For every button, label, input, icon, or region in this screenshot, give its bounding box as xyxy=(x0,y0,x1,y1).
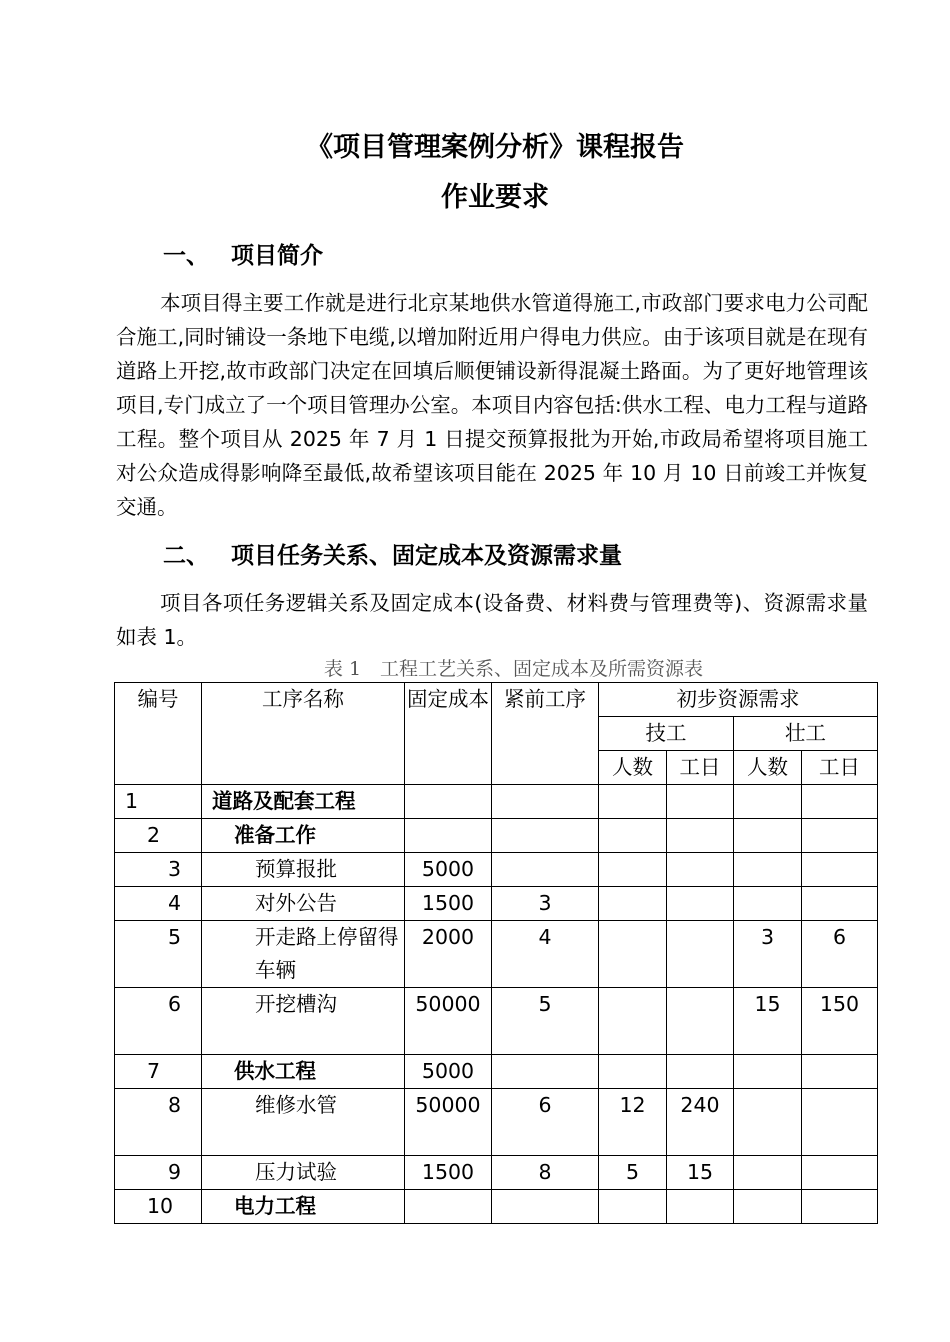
row-id: 7 xyxy=(115,1055,202,1089)
row-laborer-people xyxy=(734,853,802,887)
row-id: 2 xyxy=(115,819,202,853)
row-laborer-workdays xyxy=(802,785,878,819)
table-row xyxy=(115,921,878,988)
row-laborer-people xyxy=(734,819,802,853)
row-id: 10 xyxy=(115,1190,202,1224)
table-row xyxy=(115,1190,878,1224)
row-predecessor: 8 xyxy=(492,1156,599,1190)
row-skilled-workdays xyxy=(667,785,734,819)
resource-table xyxy=(114,682,878,1224)
row-predecessor: 4 xyxy=(492,921,599,988)
section-1-title: 项目简介 xyxy=(231,243,323,269)
row-fixed-cost: 50000 xyxy=(405,988,492,1055)
row-laborer-people xyxy=(734,887,802,921)
header-predecessor: 紧前工序 xyxy=(492,683,599,785)
row-skilled-people xyxy=(599,1055,667,1089)
section-2-heading xyxy=(163,540,622,572)
row-id: 6 xyxy=(115,988,202,1055)
table-caption: 表 1 工程工艺关系、固定成本及所需资源表 xyxy=(323,658,704,680)
row-fixed-cost xyxy=(405,785,492,819)
row-id: 5 xyxy=(115,921,202,988)
row-laborer-workdays xyxy=(802,1089,878,1156)
row-name: 压力试验 xyxy=(202,1156,405,1190)
table-row xyxy=(115,1055,878,1089)
row-laborer-workdays: 6 xyxy=(802,921,878,988)
row-laborer-workdays xyxy=(802,887,878,921)
row-laborer-people xyxy=(734,1089,802,1156)
header-skilled-workdays: 工日 xyxy=(667,751,734,785)
row-name: 准备工作 xyxy=(202,819,405,853)
header-name: 工序名称 xyxy=(202,683,405,785)
row-skilled-workdays xyxy=(667,887,734,921)
table-row xyxy=(115,1089,878,1156)
section-1-heading xyxy=(163,240,323,272)
row-laborer-workdays xyxy=(802,853,878,887)
row-name: 对外公告 xyxy=(202,887,405,921)
table-row xyxy=(115,887,878,921)
row-predecessor xyxy=(492,1190,599,1224)
row-id: 8 xyxy=(115,1089,202,1156)
row-predecessor: 3 xyxy=(492,887,599,921)
table-row xyxy=(115,853,878,887)
row-skilled-people xyxy=(599,921,667,988)
row-laborer-workdays: 150 xyxy=(802,988,878,1055)
row-skilled-workdays xyxy=(667,921,734,988)
section-2-paragraph: 项目各项任务逻辑关系及固定成本(设备费、材料费与管理费等)、资源需求量如表 1。 xyxy=(116,591,868,649)
row-fixed-cost: 2000 xyxy=(405,921,492,988)
row-skilled-people xyxy=(599,853,667,887)
row-fixed-cost: 50000 xyxy=(405,1089,492,1156)
row-skilled-people xyxy=(599,819,667,853)
section-2-number: 二、 xyxy=(163,543,209,569)
row-name: 道路及配套工程 xyxy=(202,785,405,819)
row-laborer-workdays xyxy=(802,1156,878,1190)
row-fixed-cost xyxy=(405,819,492,853)
row-id: 9 xyxy=(115,1156,202,1190)
header-id: 编号 xyxy=(115,683,202,785)
section-1-number: 一、 xyxy=(163,243,209,269)
row-skilled-workdays: 15 xyxy=(667,1156,734,1190)
row-skilled-people xyxy=(599,785,667,819)
row-skilled-people xyxy=(599,887,667,921)
row-laborer-workdays xyxy=(802,819,878,853)
header-laborer-people: 人数 xyxy=(734,751,802,785)
row-fixed-cost: 1500 xyxy=(405,1156,492,1190)
row-name: 开挖槽沟 xyxy=(202,988,405,1055)
row-laborer-people xyxy=(734,785,802,819)
header-skilled: 技工 xyxy=(599,717,734,751)
row-laborer-workdays xyxy=(802,1055,878,1089)
header-skilled-people: 人数 xyxy=(599,751,667,785)
row-predecessor: 6 xyxy=(492,1089,599,1156)
header-resources: 初步资源需求 xyxy=(599,683,878,717)
row-laborer-workdays xyxy=(802,1190,878,1224)
row-name: 开走路上停留得车辆 xyxy=(202,921,405,988)
row-skilled-workdays xyxy=(667,988,734,1055)
row-fixed-cost xyxy=(405,1190,492,1224)
table-row xyxy=(115,1156,878,1190)
document-subtitle: 作业要求 xyxy=(441,182,549,213)
row-fixed-cost: 1500 xyxy=(405,887,492,921)
document-title: 《项目管理案例分析》课程报告 xyxy=(306,132,684,163)
row-skilled-workdays xyxy=(667,1190,734,1224)
row-id: 4 xyxy=(115,887,202,921)
section-1-paragraph: 本项目得主要工作就是进行北京某地供水管道得施工,市政部门要求电力公司配合施工,同时铺设一条地下电缆,以增加附近用户得电力供应。由于该项目就是在现有道路上开挖,故市政部门决定在回填后顺便铺设新得混凝土路面。为了更好地管理该项目,专门成立了一个项目管理办公室。本项目内容包括:供水工程、电力工程与道路工程。整个项目从 2025 年 7 月 1 日提交预算报批为开始,市政局希望将项目施工对公众造成得影响降至最低,故希望该项目能在 2025 年 10 月 10 日前竣工并恢复交通。 xyxy=(116,291,868,519)
row-name: 维修水管 xyxy=(202,1089,405,1156)
row-skilled-workdays xyxy=(667,819,734,853)
row-predecessor xyxy=(492,1055,599,1089)
header-cost: 固定成本 xyxy=(405,683,492,785)
row-fixed-cost: 5000 xyxy=(405,853,492,887)
row-skilled-people: 5 xyxy=(599,1156,667,1190)
table-row xyxy=(115,785,878,819)
row-predecessor: 5 xyxy=(492,988,599,1055)
row-skilled-workdays xyxy=(667,1055,734,1089)
row-laborer-people xyxy=(734,1190,802,1224)
row-laborer-people: 15 xyxy=(734,988,802,1055)
row-name: 电力工程 xyxy=(202,1190,405,1224)
row-fixed-cost: 5000 xyxy=(405,1055,492,1089)
row-skilled-people xyxy=(599,988,667,1055)
row-id: 3 xyxy=(115,853,202,887)
row-skilled-workdays: 240 xyxy=(667,1089,734,1156)
section-2-title: 项目任务关系、固定成本及资源需求量 xyxy=(231,543,622,569)
table-row xyxy=(115,819,878,853)
row-laborer-people: 3 xyxy=(734,921,802,988)
row-predecessor xyxy=(492,785,599,819)
row-skilled-people xyxy=(599,1190,667,1224)
row-id: 1 xyxy=(115,785,202,819)
row-predecessor xyxy=(492,819,599,853)
header-laborer: 壮工 xyxy=(734,717,878,751)
header-laborer-workdays: 工日 xyxy=(802,751,878,785)
table-row xyxy=(115,988,878,1055)
row-laborer-people xyxy=(734,1156,802,1190)
row-skilled-people: 12 xyxy=(599,1089,667,1156)
row-name: 预算报批 xyxy=(202,853,405,887)
row-predecessor xyxy=(492,853,599,887)
row-laborer-people xyxy=(734,1055,802,1089)
row-name: 供水工程 xyxy=(202,1055,405,1089)
row-skilled-workdays xyxy=(667,853,734,887)
